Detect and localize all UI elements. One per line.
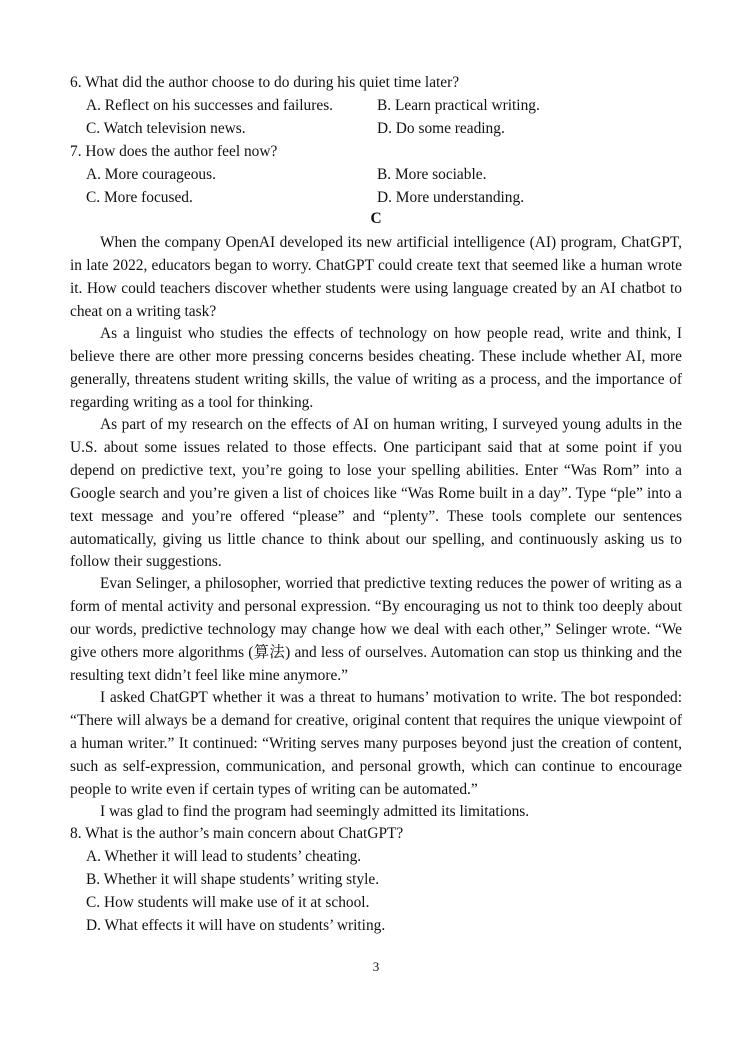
question-7-option-d: D. More understanding. — [377, 189, 525, 206]
passage-paragraph-4: Evan Selinger, a philosopher, worried that predictive texting reduces the power of writing as a form of mental activity and personal expression. “By encouraging us not to think too deeply about our words, predictive technology may change how we deal with each other,” Selinger wrote. “We give others more algorithms (算法) and less of ourselves. Automation can stop us thinking and the resulting text didn’t feel like mine anymore.” — [70, 575, 682, 684]
question-6-stem: 6. What did the author choose to do during his quiet time later? — [70, 74, 460, 91]
question-8-option-c: C. How students will make use of it at school. — [86, 894, 370, 911]
question-6-option-d: D. Do some reading. — [377, 120, 505, 137]
question-7-option-b: B. More sociable. — [377, 166, 487, 183]
question-7-option-a: A. More courageous. — [86, 166, 216, 183]
question-6-option-b: B. Learn practical writing. — [377, 97, 540, 114]
question-8-option-d: D. What effects it will have on students’ writing. — [86, 917, 386, 934]
question-6-option-a: A. Reflect on his successes and failures. — [86, 97, 334, 114]
passage-paragraph-5: I asked ChatGPT whether it was a threat to humans’ motivation to write. The bot responded: “There will always be a demand for creative, original content that requires the unique viewpoint of a human writer.” It continued: “Writing serves many purposes beyond just the creation of content, such as self-expression, communication, and personal growth, which can continue to encourage people to write even if certain types of writing can be automated.” — [70, 689, 682, 798]
question-7-option-c: C. More focused. — [86, 189, 193, 206]
passage-paragraph-6: I was glad to find the program had seemingly admitted its limitations. — [100, 803, 530, 820]
question-6-option-c: C. Watch television news. — [86, 120, 246, 137]
section-heading: C — [370, 210, 382, 227]
page-number: 3 — [372, 959, 380, 974]
question-7-stem: 7. How does the author feel now? — [70, 143, 278, 160]
question-8-stem: 8. What is the author’s main concern about ChatGPT? — [70, 825, 404, 842]
question-8-option-b: B. Whether it will shape students’ writing style. — [86, 871, 380, 888]
question-8-option-a: A. Whether it will lead to students’ cheating. — [86, 848, 362, 865]
passage-paragraph-3: As part of my research on the effects of AI on human writing, I surveyed young adults in the U.S. about some issues related to those effects. One participant said that at some point if you depend on predictive text, you’re going to lose your spelling abilities. Enter “Was Rom” into a Google search and you’re given a list of choices like “Was Rome built in a day”. Type “ple” into a text message and you’re offered “please” and “plenty”. These tools complete our sentences automatically, giving us little chance to think about our spelling, and continuously asking us to follow their suggestions. — [70, 416, 682, 571]
passage-paragraph-1: When the company OpenAI developed its new artificial intelligence (AI) program, ChatGPT, in late 2022, educators began to worry. ChatGPT could create text that seemed like a human wrote it. How could teachers discover whether students were using language created by an AI chatbot to cheat on a writing task? — [70, 234, 682, 320]
passage-paragraph-2: As a linguist who studies the effects of technology on how people read, write and think, I believe there are other more pressing concerns besides cheating. These include whether AI, more generally, threatens student writing skills, the value of writing as a process, and the importance of regarding writing as a tool for thinking. — [70, 325, 682, 411]
